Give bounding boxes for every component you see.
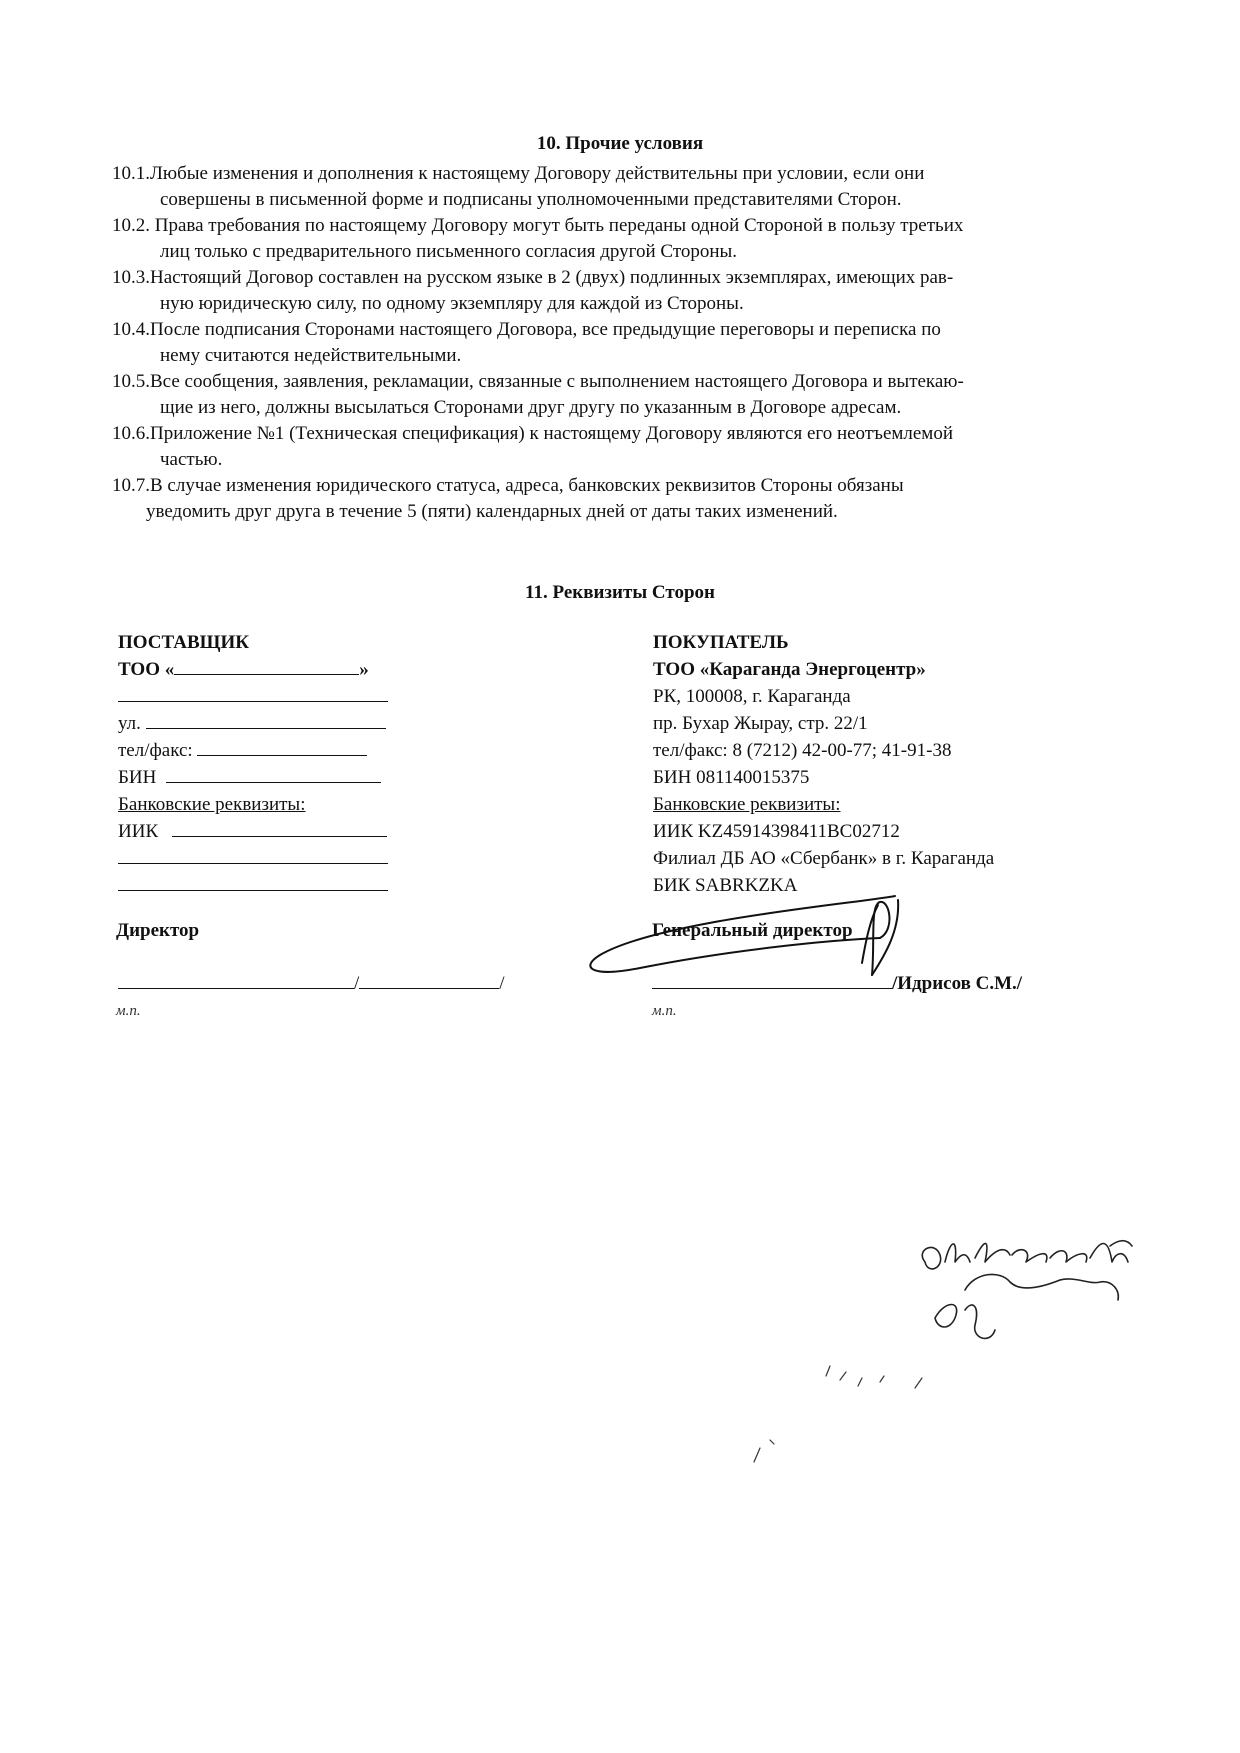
supplier-name-blank [359,970,499,989]
section-10-title: 10. Прочие условия [536,133,704,154]
clause-text: 10.1.Любые изменения и дополнения к настоящему Договору действительны при условии, если они [112,163,925,184]
clause-text: 10.2. Права требования по настоящему Договору могут быть переданы одной Стороной в пользу третьих [112,215,964,236]
clause-continuation: уведомить друг друга в течение 5 (пяти) календарных дней от даты таких изменений. [146,501,838,522]
buyer-company: ТОО «Караганда Энергоцентр» [653,659,926,680]
handwritten-note-icon [922,1241,1132,1339]
supplier-stamp-label: м.п. [116,1003,141,1019]
supplier-address-line [118,683,538,710]
clause-10-7 [112,473,1132,525]
buyer-bank-label: Банковские реквизиты: [653,794,841,815]
clause-text: 10.6.Приложение №1 (Техническая спецификация) к настоящему Договору являются его неотъемлемой [112,423,954,444]
supplier-iik-label: ИИК [118,821,159,842]
supplier-company-blank [174,656,359,675]
buyer-phone: тел/факс: 8 (7212) 42-00-77; 41-91-38 [653,740,952,761]
supplier-signature-slash-2: / [499,973,505,994]
supplier-bank-label: Банковские реквизиты: [118,794,306,815]
clause-continuation: лиц только с предварительного письменного согласия другой Стороны. [160,241,738,262]
clause-text: 10.5.Все сообщения, заявления, рекламации, связанные с выполнением настоящего Договора и вытекаю- [112,371,964,392]
clause-10-2 [112,213,1132,265]
buyer-bin: БИН 081140015375 [653,767,810,788]
buyer-signer-title: Генеральный директор [652,920,853,941]
supplier-iik-blank [172,818,387,837]
clause-text: 10.4.После подписания Сторонами настоящего Договора, все предыдущие переговоры и переписка по [112,319,941,340]
supplier-bin-line [118,764,538,791]
clause-continuation: щие из него, должны высылаться Сторонами друг другу по указанным в Договоре адресам. [160,397,902,418]
supplier-iik-line [118,818,538,845]
clause-text: 10.7.В случае изменения юридического статуса, адреса, банковских реквизитов Стороны обязаны [112,475,904,496]
clause-continuation: совершены в письменной форме и подписаны уполномоченными представителями Сторон. [160,189,902,210]
clause-10-3 [112,265,1132,317]
supplier-block [118,629,538,899]
supplier-bin-label: БИН [118,767,157,788]
buyer-iik: ИИК KZ45914398411BC02712 [653,821,900,842]
supplier-heading: ПОСТАВЩИК [118,632,250,653]
supplier-signature-blank [118,970,354,989]
buyer-signer-name: /Идрисов С.М./ [892,973,1023,994]
clause-continuation: частью. [160,449,223,470]
supplier-bank-blank-1 [118,845,388,864]
supplier-phone-line [118,737,538,764]
buyer-address-2: пр. Бухар Жырау, стр. 22/1 [653,713,868,734]
supplier-company-prefix: ТОО « [118,659,175,680]
supplier-street-blank [146,710,386,729]
clause-10-4 [112,317,1132,369]
clause-10-1 [112,161,1132,213]
clause-text: 10.3.Настоящий Договор составлен на русском языке в 2 (двух) подлинных экземплярах, имеющих рав- [112,267,954,288]
buyer-stamp-label: м.п. [652,1003,677,1019]
supplier-signer-title: Директор [116,920,200,941]
buyer-block [653,629,1133,899]
supplier-phone-label: тел/факс: [118,740,193,761]
buyer-signature-line [652,970,1132,997]
clause-continuation: ную юридическую силу, по одному экземпляру для каждой из Стороны. [160,293,744,314]
supplier-signature-line [118,970,518,997]
supplier-phone-blank [197,737,367,756]
supplier-bank-blank-2 [118,872,388,891]
clause-continuation: нему считаются недействительными. [160,345,462,366]
supplier-company-line [118,656,538,683]
buyer-bik: БИК SABRKZKA [653,875,798,896]
supplier-bank-extra-2 [118,872,538,899]
buyer-signature-blank [652,970,892,989]
faint-marks-icon [754,1366,922,1462]
supplier-bank-extra-1 [118,845,538,872]
buyer-heading: ПОКУПАТЕЛЬ [653,632,789,653]
buyer-branch: Филиал ДБ АО «Сбербанк» в г. Караганда [653,848,995,869]
supplier-street-line [118,710,538,737]
supplier-signature-slash-1: / [354,973,360,994]
buyer-address-1: РК, 100008, г. Караганда [653,686,851,707]
supplier-company-suffix: » [359,659,369,680]
section-11-title: 11. Реквизиты Сторон [525,582,715,603]
supplier-bin-blank [166,764,381,783]
clause-10-5 [112,369,1132,421]
supplier-street-label: ул. [118,713,141,734]
clause-10-6 [112,421,1132,473]
supplier-address-blank [118,683,388,702]
